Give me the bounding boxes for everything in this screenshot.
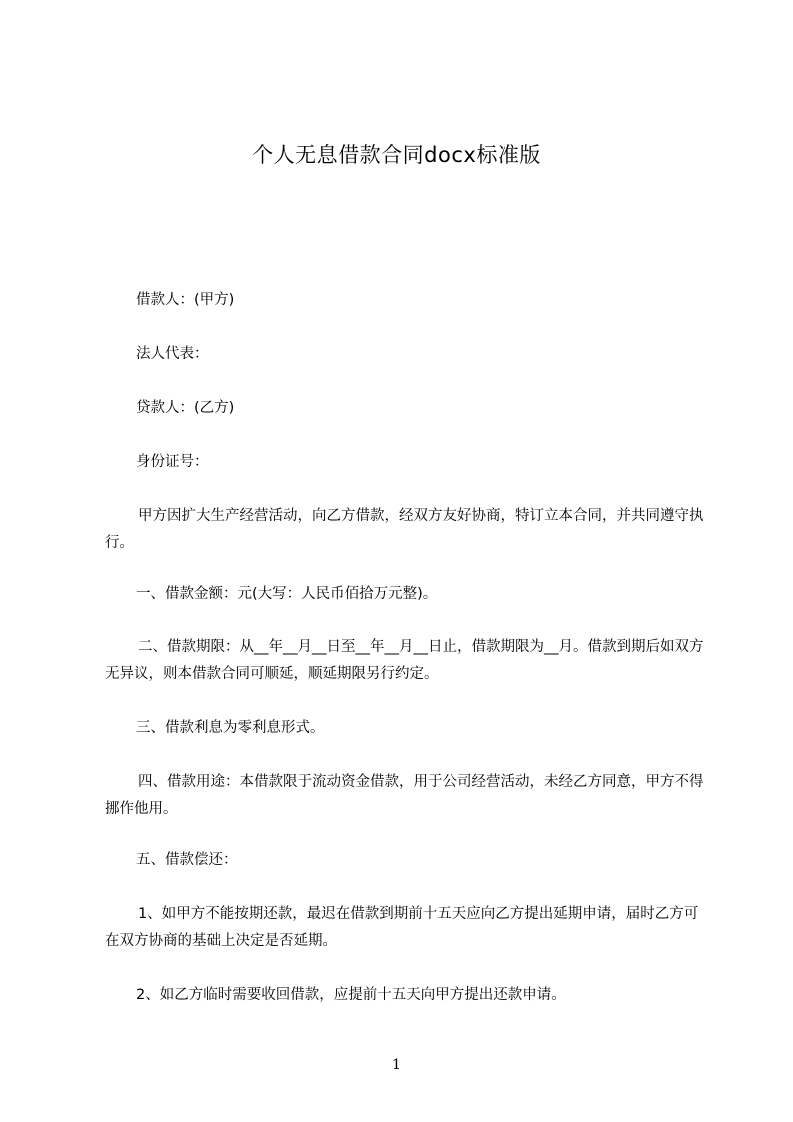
paragraph-lender: 贷款人：(乙方)	[136, 400, 235, 416]
paragraph-id-number: 身份证号：	[136, 454, 209, 470]
paragraph-loan-purpose: 四、借款用途：本借款限于流动资金借款，用于公司经营活动，未经乙方同意，甲方不得挪作他用。	[105, 774, 704, 817]
paragraph-repayment-heading: 五、借款偿还：	[136, 852, 238, 868]
paragraph-borrower: 借款人：(甲方)	[136, 292, 235, 308]
paragraph-loan-amount: 一、借款金额：元(大写：人民币佰拾万元整)。	[136, 586, 438, 602]
paragraph-interest: 三、借款利息为零利息形式。	[136, 720, 325, 736]
paragraph-legal-representative: 法人代表：	[136, 346, 209, 362]
paragraph-loan-term: 二、借款期限：从__年__月__日至__年__月__日止，借款期限为__月。借款到期后如双方无异议，则本借款合同可顺延，顺延期限另行约定。	[105, 639, 704, 682]
document-title: 个人无息借款合同docx标准版	[252, 143, 541, 167]
page-number: 1	[392, 1057, 401, 1073]
paragraph-repayment-item-2: 2、如乙方临时需要收回借款，应提前十五天向甲方提出还款申请。	[136, 987, 566, 1003]
paragraph-preamble: 甲方因扩大生产经营活动，向乙方借款，经双方友好协商，特订立本合同，并共同遵守执行。	[105, 508, 704, 551]
paragraph-repayment-item-1: 1、如甲方不能按期还款，最迟在借款到期前十五天应向乙方提出延期申请，届时乙方可在双方协商的基础上决定是否延期。	[105, 906, 699, 949]
